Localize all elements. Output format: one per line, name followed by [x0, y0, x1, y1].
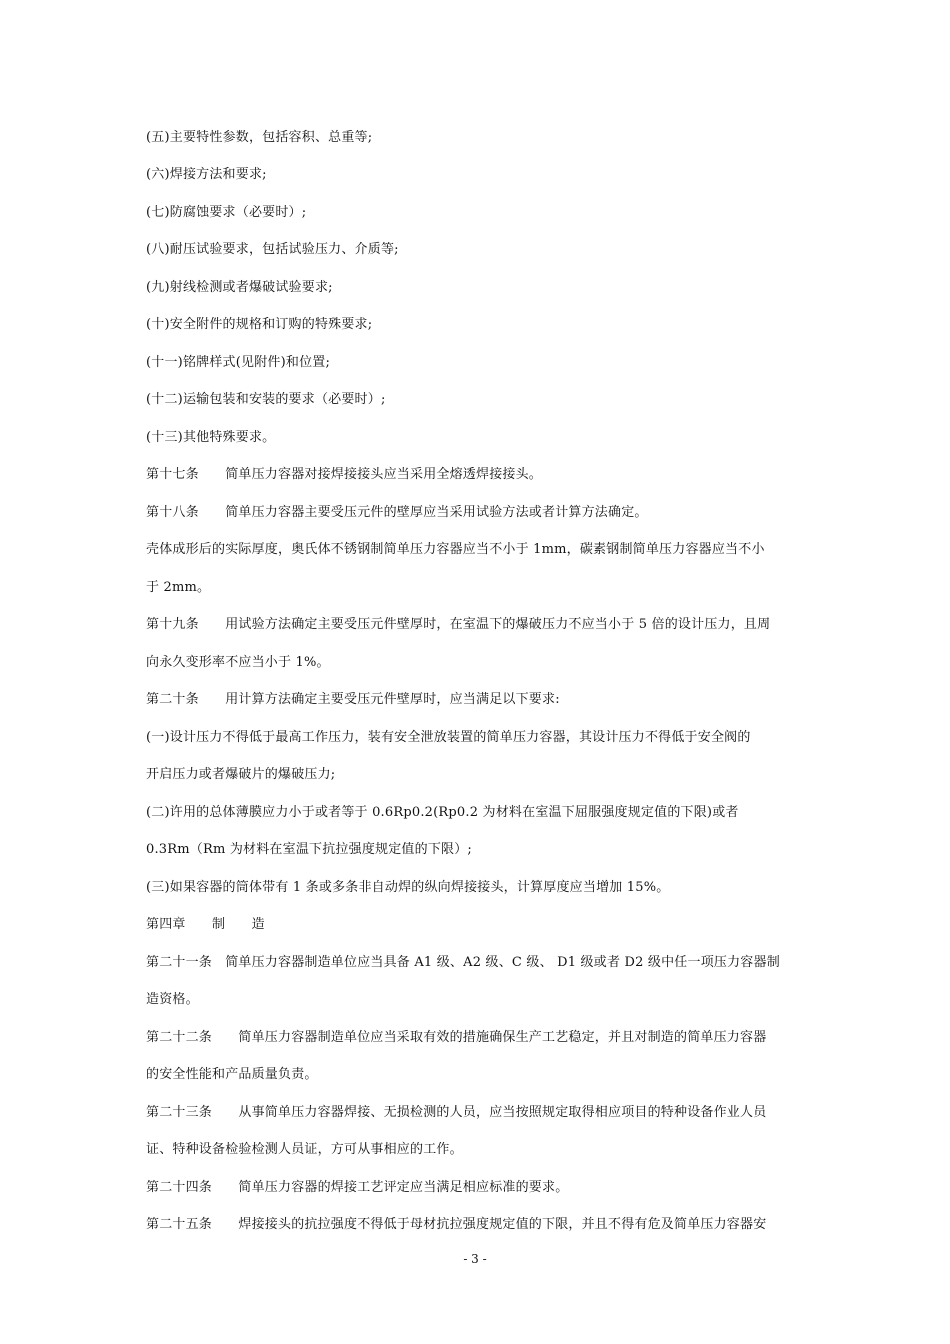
text-line: (十一)铭牌样式(见附件)和位置; — [146, 355, 331, 370]
text-line: 0.3Rm（Rm 为材料在室温下抗拉强度规定值的下限）; — [146, 842, 473, 857]
article-17: 第十七条 简单压力容器对接焊接接头应当采用全熔透焊接接头。 — [146, 467, 543, 482]
article-25: 第二十五条 焊接接头的抗拉强度不得低于母材抗拉强度规定值的下限，并且不得有危及简单压力容器安 — [146, 1217, 767, 1232]
text-line: (十)安全附件的规格和订购的特殊要求; — [146, 317, 373, 332]
article-18: 第十八条 简单压力容器主要受压元件的壁厚应当采用试验方法或者计算方法确定。 — [146, 505, 648, 520]
text-line: (三)如果容器的筒体带有 1 条或多条非自动焊的纵向焊接接头，计算厚度应当增加 15%。 — [146, 880, 670, 895]
article-22: 第二十二条 简单压力容器制造单位应当采取有效的措施确保生产工艺稳定，并且对制造的简单压力容器 — [146, 1030, 767, 1045]
article-19: 第十九条 用试验方法确定主要受压元件壁厚时，在室温下的爆破压力不应当小于 5 倍的设计压力，且周 — [146, 617, 771, 632]
text-line: (六)焊接方法和要求; — [146, 167, 267, 182]
text-line: (二)许用的总体薄膜应力小于或者等于 0.6Rp0.2(Rp0.2 为材料在室温下屈服强度规定值的下限)或者 — [146, 805, 739, 820]
text-line: (五)主要特性参数，包括容积、总重等; — [146, 130, 373, 145]
text-line: 的安全性能和产品质量负责。 — [146, 1067, 318, 1082]
article-24: 第二十四条 简单压力容器的焊接工艺评定应当满足相应标准的要求。 — [146, 1180, 569, 1195]
text-line: (十三)其他特殊要求。 — [146, 430, 276, 445]
text-line: 向永久变形率不应当小于 1%。 — [146, 655, 330, 670]
text-line: (八)耐压试验要求，包括试验压力、介质等; — [146, 242, 399, 257]
text-line: 造资格。 — [146, 992, 199, 1007]
article-20: 第二十条 用计算方法确定主要受压元件壁厚时，应当满足以下要求: — [146, 692, 560, 707]
text-line: 于 2mm。 — [146, 580, 211, 595]
text-line: (九)射线检测或者爆破试验要求; — [146, 280, 333, 295]
text-line: 证、特种设备检验检测人员证，方可从事相应的工作。 — [146, 1142, 463, 1157]
text-line: (十二)运输包装和安装的要求（必要时）; — [146, 392, 386, 407]
text-line: (七)防腐蚀要求（必要时）; — [146, 205, 307, 220]
article-21: 第二十一条 简单压力容器制造单位应当具备 A1 级、A2 级、C 级、 D1 级或者 D2 级中任一项压力容器制 — [146, 955, 780, 970]
text-line: 壳体成形后的实际厚度，奥氏体不锈钢制简单压力容器应当不小于 1mm，碳素钢制简单压力容器应当不小 — [146, 542, 765, 557]
article-23: 第二十三条 从事简单压力容器焊接、无损检测的人员，应当按照规定取得相应项目的特种设备作业人员 — [146, 1105, 767, 1120]
text-line: (一)设计压力不得低于最高工作压力，装有安全泄放装置的简单压力容器，其设计压力不得低于安全阀的 — [146, 730, 751, 745]
page-number: - 3 - — [463, 1252, 487, 1266]
chapter-heading: 第四章 制 造 — [146, 917, 265, 932]
text-line: 开启压力或者爆破片的爆破压力; — [146, 767, 336, 782]
